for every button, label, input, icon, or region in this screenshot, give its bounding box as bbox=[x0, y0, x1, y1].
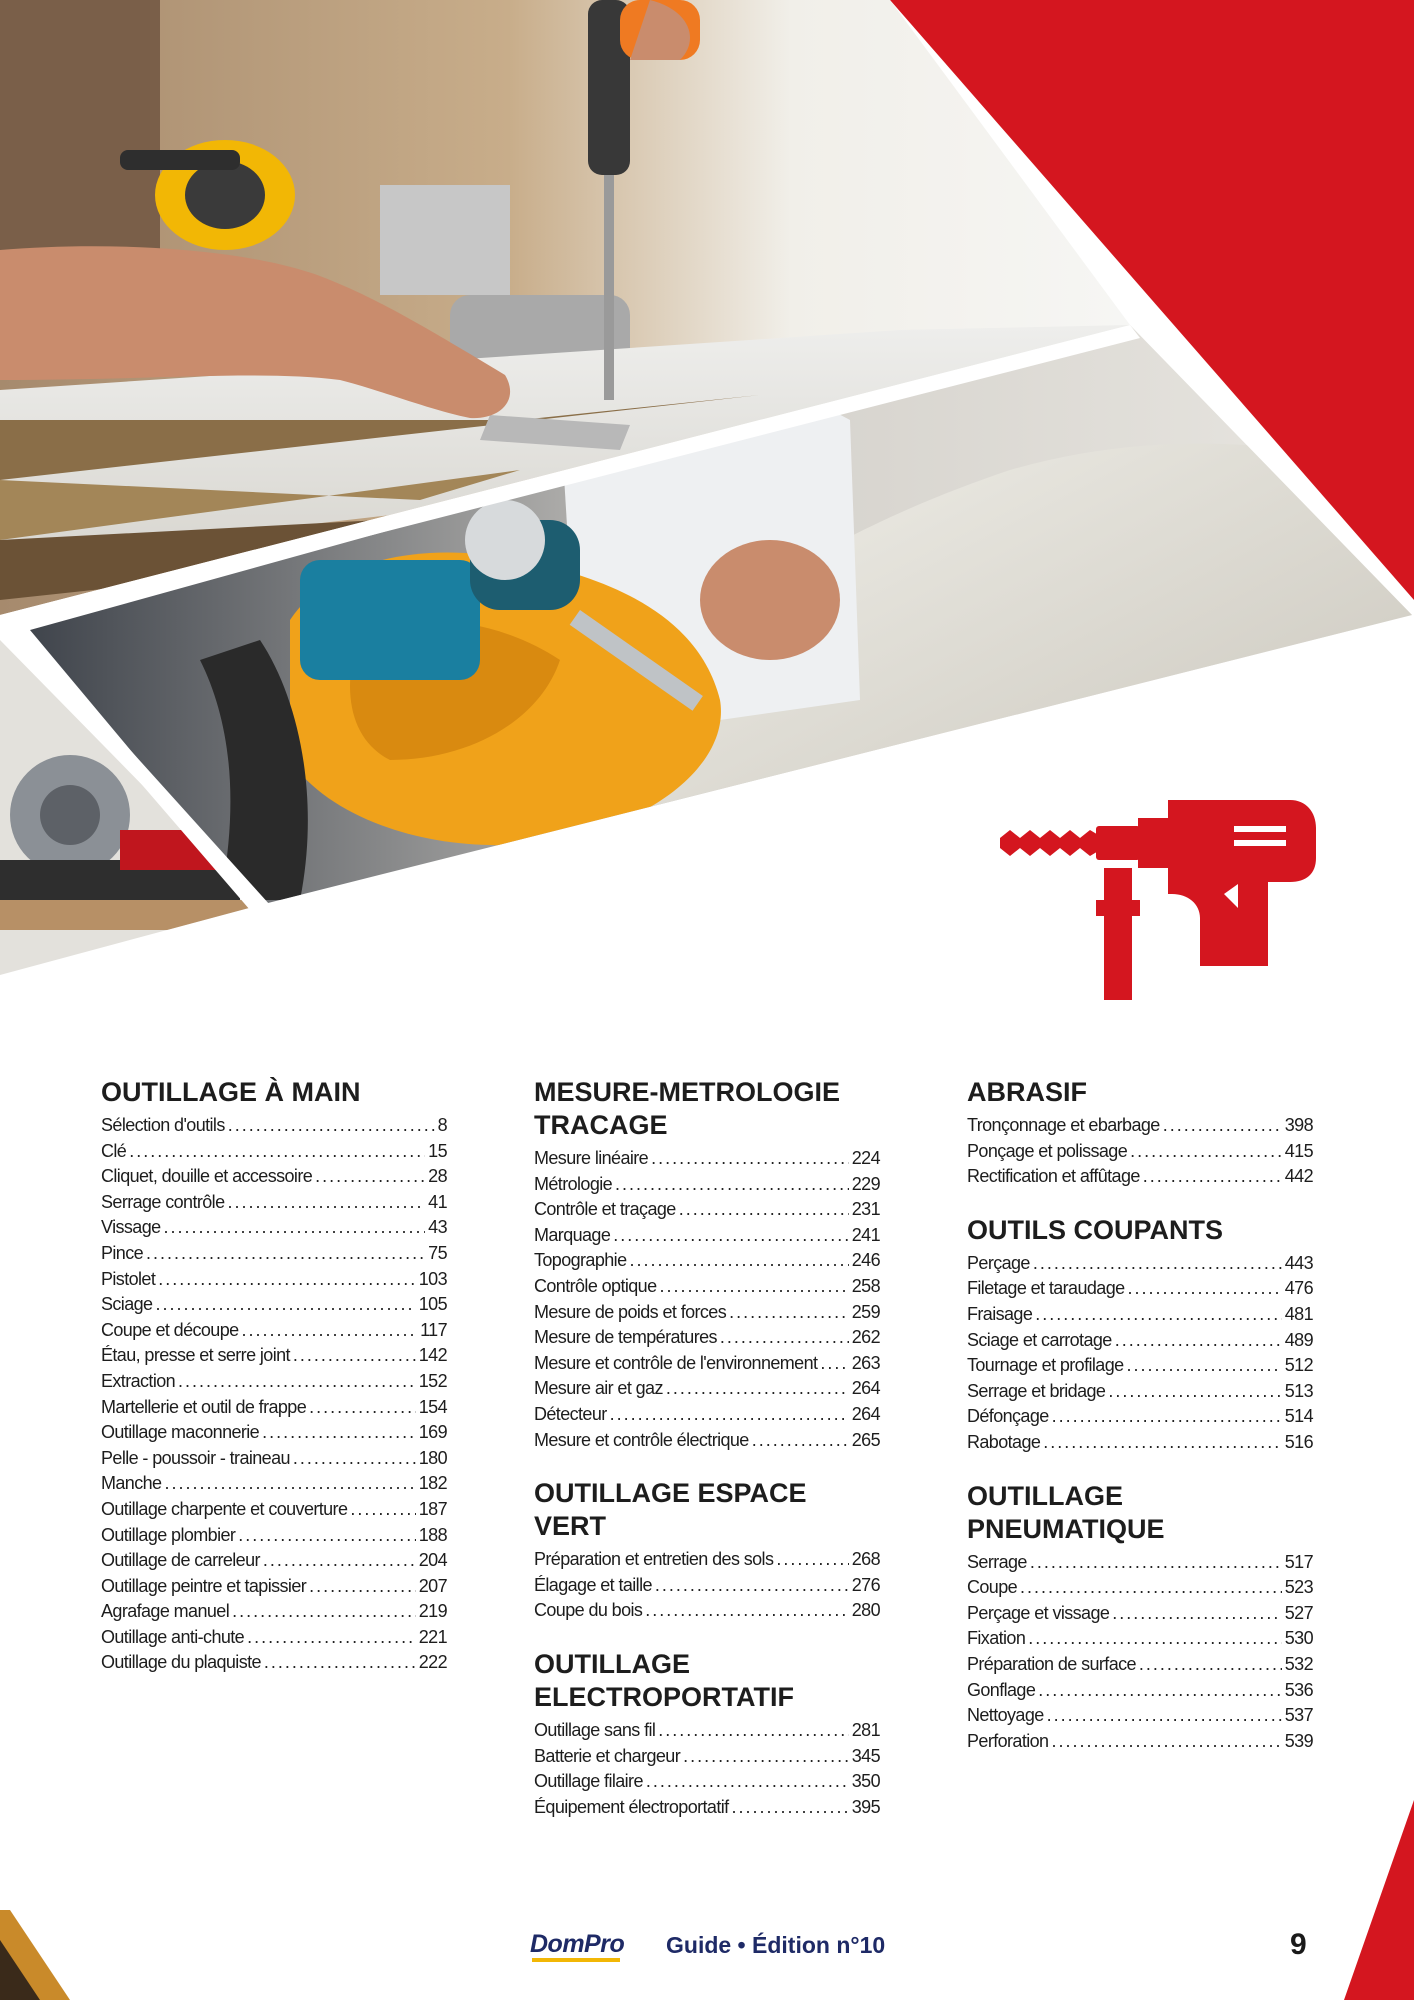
index-entry bbox=[967, 1550, 1313, 1576]
entry-label: Sciage bbox=[101, 1294, 153, 1315]
index-entry bbox=[101, 1574, 447, 1600]
index-entry bbox=[534, 1146, 880, 1172]
index-entry bbox=[534, 1197, 880, 1223]
entry-label: Pelle - poussoir - traineau bbox=[101, 1447, 290, 1468]
section-title: OUTILLAGE ELECTROPORTATIF bbox=[534, 1648, 794, 1712]
entry-label: Extraction bbox=[101, 1370, 176, 1391]
entry-label: Mesure et contrôle électrique bbox=[534, 1429, 749, 1450]
dot-leader bbox=[178, 1369, 416, 1395]
index-section bbox=[534, 1477, 880, 1624]
entry-page-number: 263 bbox=[851, 1352, 880, 1373]
entry-page-number: 539 bbox=[1284, 1730, 1313, 1751]
entry-page-number: 350 bbox=[851, 1771, 880, 1792]
dot-leader bbox=[615, 1172, 849, 1198]
index-entry bbox=[534, 1402, 880, 1428]
index-entry bbox=[967, 1729, 1313, 1755]
index-entry bbox=[101, 1139, 447, 1165]
index-entry bbox=[101, 1190, 447, 1216]
dot-leader bbox=[1038, 1678, 1282, 1704]
index-entry bbox=[101, 1497, 447, 1523]
entry-page-number: 264 bbox=[851, 1403, 880, 1424]
entry-page-number: 188 bbox=[418, 1524, 447, 1545]
entry-label: Outillage peintre et tapissier bbox=[101, 1575, 307, 1596]
entry-page-number: 443 bbox=[1284, 1252, 1313, 1273]
index-entry bbox=[967, 1328, 1313, 1354]
dot-leader bbox=[164, 1471, 415, 1497]
entry-page-number: 105 bbox=[418, 1294, 447, 1315]
entry-label: Sélection d'outils bbox=[101, 1115, 225, 1135]
entry-page-number: 117 bbox=[420, 1319, 447, 1340]
entry-page-number: 154 bbox=[418, 1396, 447, 1417]
entry-label: Contrôle et traçage bbox=[534, 1199, 676, 1220]
entry-page-number: 280 bbox=[851, 1600, 880, 1621]
entry-page-number: 103 bbox=[418, 1268, 447, 1289]
index-entry bbox=[101, 1292, 447, 1318]
entry-page-number: 481 bbox=[1284, 1303, 1313, 1324]
index-entry bbox=[967, 1113, 1313, 1139]
index-entry bbox=[101, 1471, 447, 1497]
index-entry bbox=[534, 1172, 880, 1198]
entry-label: Pince bbox=[101, 1242, 144, 1263]
index-entry bbox=[534, 1351, 880, 1377]
entry-label: Cliquet, douille et accessoire bbox=[101, 1166, 313, 1187]
entry-label: Mesure de poids et forces bbox=[534, 1301, 727, 1322]
entry-page-number: 523 bbox=[1284, 1577, 1313, 1598]
index-entry bbox=[101, 1369, 447, 1395]
index-entry bbox=[967, 1404, 1313, 1430]
entry-page-number: 15 bbox=[428, 1140, 447, 1161]
index-entry bbox=[534, 1248, 880, 1274]
entry-label: Fixation bbox=[967, 1628, 1026, 1649]
index-entry bbox=[101, 1420, 447, 1446]
entry-page-number: 536 bbox=[1284, 1679, 1313, 1700]
index-entry bbox=[534, 1573, 880, 1599]
dot-leader bbox=[720, 1325, 849, 1351]
entry-label: Serrage et bridage bbox=[967, 1380, 1106, 1401]
entry-page-number: 241 bbox=[851, 1224, 880, 1245]
entry-label: Coupe bbox=[967, 1577, 1018, 1598]
dot-leader bbox=[629, 1248, 848, 1274]
index-entry bbox=[101, 1267, 447, 1293]
dot-leader bbox=[729, 1300, 849, 1326]
index-entry bbox=[967, 1302, 1313, 1328]
entry-label: Serrage contrôle bbox=[101, 1191, 225, 1212]
index-entry bbox=[101, 1650, 447, 1676]
dot-leader bbox=[309, 1395, 416, 1421]
dot-leader bbox=[164, 1215, 426, 1241]
dot-leader bbox=[683, 1744, 849, 1770]
entry-label: Coupe et découpe bbox=[101, 1319, 239, 1340]
index-entry bbox=[967, 1139, 1313, 1165]
entry-page-number: 276 bbox=[851, 1574, 880, 1595]
index-entry bbox=[101, 1523, 447, 1549]
section-title: ABRASIF bbox=[967, 1077, 1087, 1107]
entry-label: Contrôle optique bbox=[534, 1275, 657, 1296]
entry-page-number: 395 bbox=[851, 1796, 880, 1817]
entry-label: Rabotage bbox=[967, 1431, 1041, 1452]
entry-label: Préparation de surface bbox=[967, 1653, 1136, 1674]
entry-label: Filetage et taraudage bbox=[967, 1278, 1125, 1299]
dot-leader bbox=[752, 1428, 849, 1454]
entry-page-number: 262 bbox=[851, 1327, 880, 1348]
entry-page-number: 169 bbox=[418, 1422, 447, 1443]
entry-label: Tournage et profilage bbox=[967, 1355, 1124, 1376]
entry-page-number: 345 bbox=[851, 1745, 880, 1766]
index-entry bbox=[967, 1626, 1313, 1652]
dot-leader bbox=[1108, 1379, 1281, 1405]
entry-page-number: 231 bbox=[851, 1199, 880, 1220]
entry-label: Manche bbox=[101, 1473, 162, 1494]
index-entry bbox=[534, 1795, 880, 1821]
dot-leader bbox=[646, 1769, 849, 1795]
entry-label: Sciage et carrotage bbox=[967, 1329, 1112, 1350]
entry-label: Métrologie bbox=[534, 1173, 613, 1194]
entry-page-number: 476 bbox=[1284, 1278, 1313, 1299]
entry-page-number: 264 bbox=[851, 1378, 880, 1399]
entry-label: Perforation bbox=[967, 1730, 1049, 1751]
dot-leader bbox=[1130, 1139, 1282, 1165]
index-entry bbox=[967, 1276, 1313, 1302]
entry-label: Étau, presse et serre joint bbox=[101, 1345, 290, 1366]
entry-label: Perçage bbox=[967, 1252, 1030, 1273]
entry-page-number: 514 bbox=[1284, 1406, 1313, 1427]
index-section bbox=[534, 1648, 880, 1820]
index-entry bbox=[534, 1547, 880, 1573]
dot-leader bbox=[247, 1625, 416, 1651]
entry-page-number: 187 bbox=[418, 1498, 447, 1519]
dot-leader bbox=[146, 1241, 425, 1267]
index-entry bbox=[967, 1678, 1313, 1704]
entry-page-number: 516 bbox=[1284, 1431, 1313, 1452]
dot-leader bbox=[242, 1318, 418, 1344]
dot-leader bbox=[1030, 1550, 1282, 1576]
dot-leader bbox=[655, 1573, 849, 1599]
dot-leader bbox=[820, 1351, 848, 1377]
entry-page-number: 8 bbox=[437, 1115, 447, 1135]
dot-leader bbox=[263, 1548, 416, 1574]
dot-leader bbox=[1020, 1575, 1282, 1601]
index-entry bbox=[967, 1652, 1313, 1678]
dot-leader bbox=[264, 1650, 416, 1676]
dot-leader bbox=[1033, 1251, 1282, 1277]
entry-page-number: 221 bbox=[418, 1626, 447, 1647]
dot-leader bbox=[1047, 1703, 1282, 1729]
dot-leader bbox=[232, 1599, 416, 1625]
index-entry bbox=[967, 1164, 1313, 1190]
entry-page-number: 207 bbox=[418, 1575, 447, 1596]
edition-label: Guide • Édition n°10 bbox=[666, 1932, 886, 1958]
index-entry bbox=[967, 1251, 1313, 1277]
index-section bbox=[967, 1214, 1313, 1456]
dot-leader bbox=[1043, 1430, 1282, 1456]
index-entry bbox=[101, 1395, 447, 1421]
entry-label: Gonflage bbox=[967, 1679, 1036, 1700]
dot-leader bbox=[1052, 1404, 1282, 1430]
entry-page-number: 180 bbox=[418, 1447, 447, 1468]
dot-leader bbox=[227, 1190, 425, 1216]
section-title: OUTILLAGE ESPACE VERT bbox=[534, 1478, 807, 1542]
entry-label: Outillage du plaquiste bbox=[101, 1652, 261, 1673]
dot-leader bbox=[1143, 1164, 1282, 1190]
index-entry bbox=[534, 1300, 880, 1326]
dot-leader bbox=[238, 1523, 415, 1549]
dot-leader bbox=[645, 1598, 848, 1624]
index-entry bbox=[101, 1343, 447, 1369]
index-column-2 bbox=[534, 1076, 880, 1844]
entry-label: Outillage charpente et couverture bbox=[101, 1498, 348, 1519]
dot-leader bbox=[666, 1376, 849, 1402]
dot-leader bbox=[1112, 1601, 1281, 1627]
section-title: OUTILLAGE À MAIN bbox=[101, 1077, 361, 1107]
entry-page-number: 442 bbox=[1284, 1166, 1313, 1187]
section-title: MESURE-METROLOGIE TRACAGE bbox=[534, 1077, 841, 1140]
page-footer bbox=[0, 1928, 1414, 1968]
entry-label: Clé bbox=[101, 1140, 127, 1161]
red-triangle-bottom bbox=[1334, 1800, 1414, 2000]
entry-page-number: 152 bbox=[418, 1370, 447, 1391]
index-entry bbox=[534, 1325, 880, 1351]
entry-label: Outillage filaire bbox=[534, 1771, 643, 1792]
entry-label: Détecteur bbox=[534, 1403, 607, 1424]
entry-page-number: 537 bbox=[1284, 1705, 1313, 1726]
entry-page-number: 229 bbox=[851, 1173, 880, 1194]
dot-leader bbox=[1163, 1113, 1282, 1139]
index-section bbox=[101, 1076, 447, 1676]
index-column-3 bbox=[967, 1076, 1313, 1778]
entry-page-number: 398 bbox=[1284, 1115, 1313, 1135]
index-entry bbox=[967, 1430, 1313, 1456]
entry-page-number: 224 bbox=[851, 1148, 880, 1168]
dot-leader bbox=[613, 1223, 849, 1249]
entry-page-number: 258 bbox=[851, 1275, 880, 1296]
entry-label: Équipement électroportatif bbox=[534, 1796, 729, 1817]
index-entry bbox=[967, 1575, 1313, 1601]
entry-label: Mesure linéaire bbox=[534, 1148, 649, 1168]
entry-page-number: 43 bbox=[428, 1217, 447, 1238]
entry-page-number: 265 bbox=[851, 1429, 880, 1450]
dot-leader bbox=[1051, 1729, 1281, 1755]
entry-page-number: 28 bbox=[428, 1166, 447, 1187]
index-entry bbox=[534, 1428, 880, 1454]
dot-leader bbox=[129, 1139, 425, 1165]
dot-leader bbox=[158, 1267, 416, 1293]
entry-label: Fraisage bbox=[967, 1303, 1033, 1324]
entry-page-number: 530 bbox=[1284, 1628, 1313, 1649]
entry-page-number: 489 bbox=[1284, 1329, 1313, 1350]
dot-leader bbox=[660, 1274, 849, 1300]
dot-leader bbox=[228, 1113, 435, 1139]
index-entry bbox=[534, 1769, 880, 1795]
entry-page-number: 219 bbox=[418, 1601, 447, 1622]
entry-page-number: 204 bbox=[418, 1550, 447, 1571]
entry-label: Serrage bbox=[967, 1551, 1027, 1572]
index-column-1 bbox=[101, 1076, 447, 1700]
section-title: OUTILS COUPANTS bbox=[967, 1214, 1223, 1245]
entry-page-number: 513 bbox=[1284, 1380, 1313, 1401]
entry-label: Perçage et vissage bbox=[967, 1602, 1110, 1623]
index-entry bbox=[101, 1446, 447, 1472]
index-section bbox=[967, 1480, 1313, 1755]
index-entry bbox=[101, 1164, 447, 1190]
entry-label: Coupe du bois bbox=[534, 1600, 643, 1621]
dot-leader bbox=[350, 1497, 415, 1523]
index-section bbox=[967, 1076, 1313, 1190]
dot-leader bbox=[1128, 1276, 1282, 1302]
entry-label: Mesure air et gaz bbox=[534, 1378, 663, 1399]
dot-leader bbox=[293, 1343, 416, 1369]
entry-page-number: 246 bbox=[851, 1250, 880, 1271]
entry-page-number: 281 bbox=[851, 1719, 880, 1740]
entry-page-number: 222 bbox=[418, 1652, 447, 1673]
entry-label: Pistolet bbox=[101, 1268, 156, 1289]
drill-icon bbox=[1000, 786, 1316, 1000]
entry-label: Préparation et entretien des sols bbox=[534, 1549, 774, 1570]
index-entry bbox=[967, 1379, 1313, 1405]
entry-label: Élagage et taille bbox=[534, 1574, 652, 1595]
entry-label: Agrafage manuel bbox=[101, 1601, 230, 1622]
dot-leader bbox=[679, 1197, 849, 1223]
section-title: OUTILLAGE PNEUMATIQUE bbox=[967, 1480, 1165, 1544]
index-entry bbox=[967, 1601, 1313, 1627]
entry-label: Martellerie et outil de frappe bbox=[101, 1396, 307, 1417]
entry-label: Outillage plombier bbox=[101, 1524, 236, 1545]
entry-label: Mesure et contrôle de l'environnement bbox=[534, 1352, 818, 1373]
brand-logo: DomPro bbox=[530, 1930, 625, 1958]
index-entry bbox=[967, 1703, 1313, 1729]
index-entry bbox=[534, 1744, 880, 1770]
entry-page-number: 527 bbox=[1284, 1602, 1313, 1623]
entry-label: Défonçage bbox=[967, 1406, 1049, 1427]
dot-leader bbox=[293, 1446, 416, 1472]
entry-page-number: 142 bbox=[418, 1345, 447, 1366]
dot-leader bbox=[309, 1574, 416, 1600]
dot-leader bbox=[1035, 1302, 1282, 1328]
index-entry bbox=[534, 1598, 880, 1624]
index-entry bbox=[101, 1215, 447, 1241]
dot-leader bbox=[1115, 1328, 1282, 1354]
dot-leader bbox=[1127, 1353, 1282, 1379]
entry-label: Ponçage et polissage bbox=[967, 1140, 1128, 1161]
entry-page-number: 182 bbox=[418, 1473, 447, 1494]
entry-page-number: 259 bbox=[851, 1301, 880, 1322]
entry-page-number: 41 bbox=[428, 1191, 447, 1212]
index-entry bbox=[101, 1625, 447, 1651]
dot-leader bbox=[155, 1292, 415, 1318]
dot-leader bbox=[776, 1547, 848, 1573]
entry-page-number: 532 bbox=[1284, 1653, 1313, 1674]
index-entry bbox=[101, 1599, 447, 1625]
dot-leader bbox=[1028, 1626, 1282, 1652]
index-entry bbox=[534, 1274, 880, 1300]
entry-page-number: 75 bbox=[428, 1242, 447, 1263]
entry-label: Marquage bbox=[534, 1224, 611, 1245]
dot-leader bbox=[658, 1718, 849, 1744]
index-entry bbox=[101, 1548, 447, 1574]
entry-page-number: 512 bbox=[1284, 1355, 1313, 1376]
dot-leader bbox=[732, 1795, 849, 1821]
entry-page-number: 268 bbox=[851, 1549, 880, 1570]
index-entry bbox=[101, 1113, 447, 1139]
entry-page-number: 517 bbox=[1284, 1551, 1313, 1572]
entry-label: Nettoyage bbox=[967, 1705, 1044, 1726]
index-entry bbox=[534, 1223, 880, 1249]
index-section bbox=[534, 1076, 880, 1453]
dot-leader bbox=[1139, 1652, 1282, 1678]
dot-leader bbox=[651, 1146, 849, 1172]
dot-leader bbox=[610, 1402, 849, 1428]
entry-label: Vissage bbox=[101, 1217, 161, 1238]
index-entry bbox=[101, 1241, 447, 1267]
dot-leader bbox=[315, 1164, 425, 1190]
entry-label: Tronçonnage et ebarbage bbox=[967, 1115, 1160, 1135]
index-entry bbox=[534, 1718, 880, 1744]
entry-label: Mesure de températures bbox=[534, 1327, 717, 1348]
index-entry bbox=[101, 1318, 447, 1344]
entry-label: Outillage maconnerie bbox=[101, 1422, 260, 1443]
entry-label: Outillage anti-chute bbox=[101, 1626, 245, 1647]
entry-page-number: 415 bbox=[1284, 1140, 1313, 1161]
entry-label: Batterie et chargeur bbox=[534, 1745, 681, 1766]
entry-label: Topographie bbox=[534, 1250, 627, 1271]
entry-label: Outillage de carreleur bbox=[101, 1550, 260, 1571]
dot-leader bbox=[262, 1420, 416, 1446]
index-entry bbox=[534, 1376, 880, 1402]
page-number: 9 bbox=[1290, 1928, 1307, 1961]
entry-label: Rectification et affûtage bbox=[967, 1166, 1140, 1187]
index-entry bbox=[967, 1353, 1313, 1379]
entry-label: Outillage sans fil bbox=[534, 1719, 656, 1740]
